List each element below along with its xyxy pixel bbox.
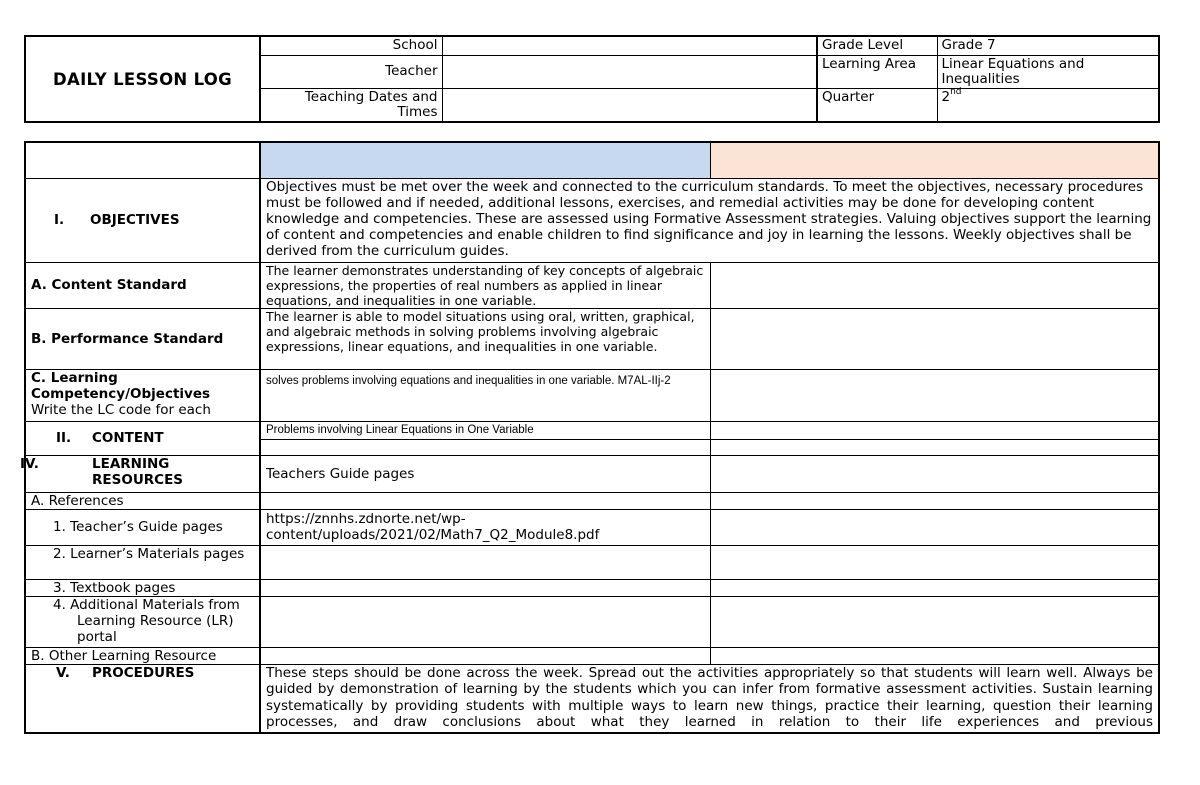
quarter-suffix: nd	[950, 87, 962, 97]
school-label: School	[260, 36, 442, 55]
procedures-text: These steps should be done across the week. Spread out the activities appropriately so that students will learn well. Always be guided by demonstration of learning by the students which you can infer from formative assessment activities. Sustain learning systematically by providing students with multiple ways to learn new things, practice their learning, question their learning processes, and draw conclusions about what they learned in relation to their life experiences and previous	[266, 664, 1153, 730]
performance-standard-label: B. Performance Standard	[25, 308, 260, 369]
content-standard-label: A. Content Standard	[25, 262, 260, 308]
school-field[interactable]	[442, 36, 817, 55]
performance-standard-cell-2[interactable]	[710, 308, 1159, 369]
content-cell-2[interactable]	[710, 421, 1159, 439]
quarter-value	[937, 88, 1159, 122]
objectives-heading	[25, 178, 260, 262]
references-cell-2[interactable]	[710, 492, 1159, 509]
content-extra-cell[interactable]	[260, 439, 710, 455]
lm-pages-cell-1[interactable]	[260, 545, 710, 579]
grade-level-label: Grade Level	[817, 36, 937, 55]
resources-cell-2[interactable]	[710, 455, 1159, 492]
header-table	[24, 35, 1160, 123]
header-cell-peach	[710, 142, 1159, 178]
additional-label-text: 4. Additional Materials from Learning Resource (LR) portal	[53, 596, 240, 645]
teaching-dates-label: Teaching Dates and Times	[260, 88, 442, 122]
other-resource-label: B. Other Learning Resource	[25, 647, 260, 664]
header-cell-blue	[260, 142, 710, 178]
lm-pages-cell-2[interactable]	[710, 545, 1159, 579]
textbook-cell-1[interactable]	[260, 579, 710, 596]
procedures-heading	[25, 664, 260, 733]
objectives-number: I.	[54, 212, 65, 228]
references-cell-1[interactable]	[260, 492, 710, 509]
lesson-table	[20, 141, 1160, 734]
competency-label: C. Learning Competency/Objectives	[31, 369, 211, 402]
content-label: CONTENT	[92, 430, 164, 446]
procedures-text-cell	[260, 664, 1159, 733]
quarter-number: 2	[941, 88, 951, 105]
additional-cell-1[interactable]	[260, 596, 710, 647]
tg-pages-label-text: 1. Teacher’s Guide pages	[53, 519, 223, 535]
teaching-dates-field[interactable]	[442, 88, 817, 122]
quarter-label: Quarter	[817, 88, 937, 122]
other-resource-cell-2[interactable]	[710, 647, 1159, 664]
competency-text: solves problems involving equations and inequalities in one variable. M7AL-IIj-2	[260, 369, 710, 421]
objectives-text: Objectives must be met over the week and connected to the curriculum standards. To meet the objectives, necessary procedures must be followed and if needed, additional lessons, exercises, and remedial activities may be done for developing content knowledge and competencies. These are assessed using Formative Assessment strategies. Valuing objectives support the learning of content and competencies and enable children to find significance and joy in learning the lessons. Weekly objectives shall be derived from the curriculum guides.	[260, 178, 1159, 262]
content-heading	[25, 421, 260, 455]
tg-pages-cell-2[interactable]	[710, 509, 1159, 545]
resources-heading	[20, 455, 260, 492]
tg-pages-link[interactable]: https://znnhs.zdnorte.net/wp-content/uploads/2021/02/Math7_Q2_Module8.pdf	[260, 509, 710, 545]
teacher-label: Teacher	[260, 55, 442, 88]
textbook-label-text: 3. Textbook pages	[53, 579, 176, 596]
textbook-label	[25, 579, 260, 596]
lm-pages-label	[25, 545, 260, 579]
resources-label: LEARNING RESOURCES	[92, 455, 184, 488]
procedures-label: PROCEDURES	[92, 664, 195, 681]
page-title: DAILY LESSON LOG	[25, 36, 260, 122]
textbook-cell-2[interactable]	[710, 579, 1159, 596]
additional-cell-2[interactable]	[710, 596, 1159, 647]
competency-cell-2[interactable]	[710, 369, 1159, 421]
additional-label	[25, 596, 260, 647]
tg-pages-label	[25, 509, 260, 545]
teacher-field[interactable]	[442, 55, 817, 88]
resources-text: Teachers Guide pages	[260, 455, 710, 492]
resources-number: IV.	[20, 455, 39, 472]
performance-standard-text: The learner is able to model situations using oral, written, graphical, and algebraic methods in solving problems involving algebraic expressions, linear equations, and inequalities in one variable.	[260, 308, 710, 369]
references-label: A. References	[25, 492, 260, 509]
other-resource-cell-1[interactable]	[260, 647, 710, 664]
header-cell-blank	[25, 142, 260, 178]
content-text: Problems involving Linear Equations in One Variable	[260, 421, 710, 439]
content-standard-cell-2[interactable]	[710, 262, 1159, 308]
procedures-number: V.	[56, 664, 70, 681]
content-extra-cell-2[interactable]	[710, 439, 1159, 455]
competency-note: Write the LC code for each	[31, 401, 211, 418]
grade-level-value: Grade 7	[937, 36, 1159, 55]
objectives-label: OBJECTIVES	[90, 212, 180, 228]
content-standard-text: The learner demonstrates understanding of key concepts of algebraic expressions, the properties of real numbers as applied in linear equations, and inequalities in one variable.	[260, 262, 710, 308]
lm-pages-label-text: 2. Learner’s Materials pages	[53, 545, 245, 562]
learning-area-label: Learning Area	[817, 55, 937, 88]
learning-area-value: Linear Equations and Inequalities	[937, 55, 1159, 88]
content-number: II.	[56, 430, 72, 446]
competency-heading	[25, 369, 260, 421]
